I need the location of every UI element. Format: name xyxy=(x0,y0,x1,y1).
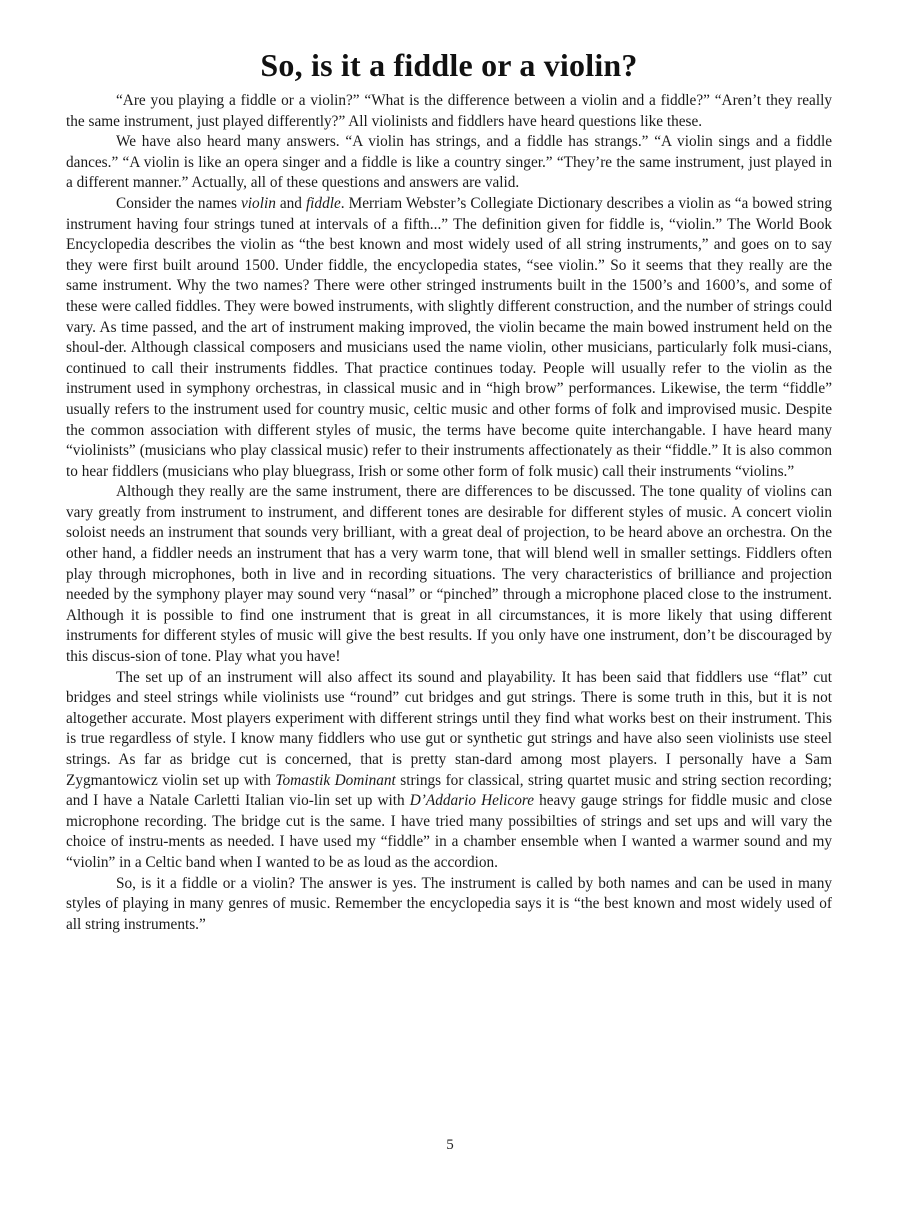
page-number: 5 xyxy=(446,1137,454,1153)
page-title: So, is it a fiddle or a violin? xyxy=(260,47,638,83)
body-paragraph xyxy=(66,482,832,667)
article-body xyxy=(66,91,832,935)
italic-text: D’Addario Helicore xyxy=(409,792,535,810)
italic-text: Tomastik Dominant xyxy=(275,771,396,789)
body-paragraph xyxy=(66,668,832,874)
body-paragraph xyxy=(66,194,832,482)
paragraph-text: So, is it a fiddle or a violin? The answer is yes. The instrument is called by both names and can be used in many styles of playing in many genres of music. Remember the encyclopedia says it is “the best known and most widely used of all string instruments.” xyxy=(66,874,832,933)
paragraph-text: . Merriam Webster’s Collegiate Dictionary describes a violin as “a bowed string instrument having four strings tuned at intervals of a fifth...” The definition given for fiddle is, “violin.” The World Book Encyclopedia describes the violin as “the best known and most widely used of all string instruments,” and goes on to say they were first built around 1500. Under fiddle, the encyclopedia states, “see violin.” So it seems that they really are the same instrument. Why the two names? There were other stringed instruments built in the 1500’s and 1600’s, and some of these were called fiddles. They were bowed instruments, with slightly different construction, and the number of strings could vary. As time passed, and the art of instrument making improved, the violin became the main bowed instrument held on the shoul-der. Although classical composers and musicians used the name violin, other musicians, particularly folk musi-cians, continued to call their instruments fiddles. That practice continues today. People will usually refer to the violin as the instrument used in symphony orchestras, in classical music and in “high brow” performances. Likewise, the term “fiddle” usually refers to the instrument used for country music, celtic music and other forms of folk and improvised music. Despite the common association with different styles of music, the terms have become quite interchangable. I have heard many “violinists” (musicians who play classical music) refer to their instruments affectionately as their “fiddle.” It is also common to hear fiddlers (musicians who play bluegrass, Irish or some other form of folk music) call their instruments “violins.” xyxy=(66,194,832,480)
paragraph-text: Consider the names xyxy=(116,194,241,212)
italic-text: violin xyxy=(241,194,276,212)
paragraph-text: Although they really are the same instrument, there are differences to be discussed. The tone quality of violins can vary greatly from instrument to instrument, and different tones are desirable for different styles of music. A concert violin soloist needs an instrument that sounds very brilliant, with a great deal of projection, to be heard above an orchestra. On the other hand, a fiddler needs an instrument that has a very warm tone, that will blend well in smaller settings. Fiddlers often play through microphones, both in live and in recording situations. The very characteristics of brilliance and projection needed by the symphony player may sound very “nasal” or “pinched” through a microphone placed close to the instrument. Although it is possible to find one instrument that is great in all circumstances, it is more likely that using different instruments for different styles of music will give the best results. If you only have one instrument, don’t be discouraged by this discus-sion of tone. Play what you have! xyxy=(66,483,832,666)
paragraph-text: We have also heard many answers. “A violin has strings, and a fiddle has strangs.” “A violin sings and a fiddle dances.” “A violin is like an opera singer and a fiddle is like a country singer.” “They’re the same instrument, just played in a different manner.” Actually, all of these questions and answers are valid. xyxy=(66,133,832,192)
paragraph-text: strings for classical, string quartet music and string section recording; and I have a Natale Carletti Italian vio-lin set up with xyxy=(66,771,832,810)
paragraph-text: The set up of an instrument will also affect its sound and playability. It has been said that fiddlers use “flat” cut bridges and steel strings while violinists use “round” cut bridges and gut strings. There is some truth in this, but it is not altogether accurate. Most players experiment with different strings until they find what works best on their instrument. This is true regardless of style. I know many fiddlers who use gut or synthetic gut strings and have also seen violinists use steel strings. As far as bridge cut is concerned, that is pretty stan-dard among most players. I personally have a Sam Zygmantowicz violin set up with xyxy=(66,668,832,789)
paragraph-text: heavy gauge strings for fiddle music and close microphone recording. The bridge cut is the same. I have tried many possibilties of strings and set ups and will vary the choice of instru-ments as needed. I have used my “fiddle” in a chamber ensemble when I wanted a warmer sound and my “violin” in a Celtic band when I wanted to be as loud as the accordion. xyxy=(66,792,833,871)
body-paragraph xyxy=(66,91,832,132)
body-paragraph xyxy=(66,874,832,936)
italic-text: fiddle xyxy=(305,194,341,212)
paragraph-text: “Are you playing a fiddle or a violin?” “What is the difference between a violin and a fiddle?” “Aren’t they really the same instrument, just played differently?” All violinists and fiddlers have heard questions like these. xyxy=(66,92,832,130)
paragraph-text: and xyxy=(275,194,306,212)
body-paragraph xyxy=(66,132,832,194)
